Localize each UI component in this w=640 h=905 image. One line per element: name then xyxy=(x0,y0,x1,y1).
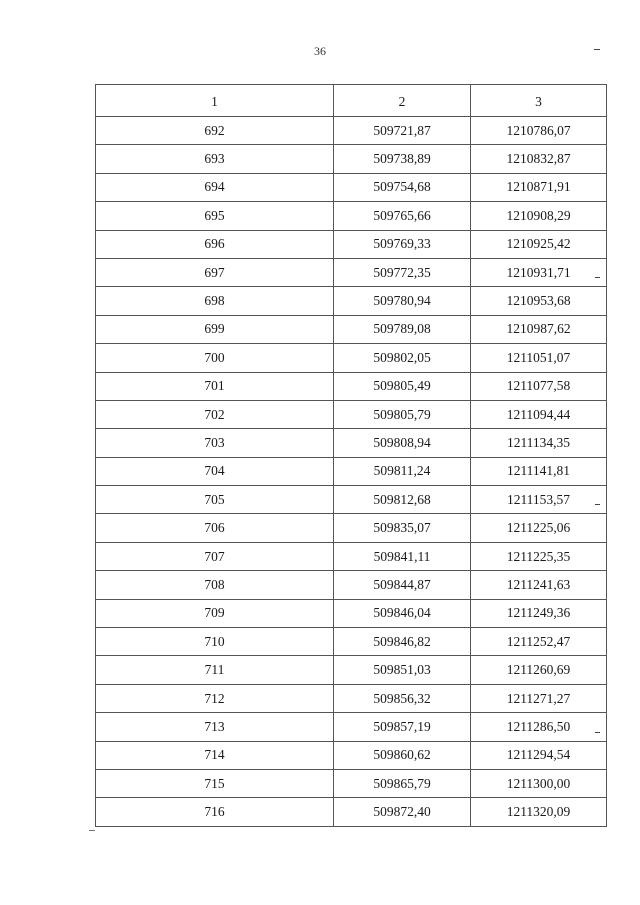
point-number-cell xyxy=(96,173,334,201)
point-number-cell xyxy=(96,400,334,428)
table-row xyxy=(96,713,607,741)
y-coordinate-cell xyxy=(471,429,607,457)
table-row xyxy=(96,202,607,230)
x-coordinate-cell xyxy=(334,684,471,712)
cell-value: 509812,68 xyxy=(373,491,431,507)
cell-value: 509841,11 xyxy=(373,548,431,564)
cell-value: 509865,79 xyxy=(373,775,431,791)
y-coordinate-cell xyxy=(471,656,607,684)
cell-value: 715 xyxy=(204,775,225,791)
table-row xyxy=(96,599,607,627)
cell-value: 716 xyxy=(204,804,225,820)
table-row xyxy=(96,400,607,428)
cell-value: 711 xyxy=(204,662,225,678)
y-coordinate-cell xyxy=(471,117,607,145)
scan-mark xyxy=(595,504,600,505)
point-number-cell xyxy=(96,798,334,826)
cell-value: 706 xyxy=(204,520,225,536)
point-number-cell xyxy=(96,315,334,343)
point-number-cell xyxy=(96,599,334,627)
cell-value: 710 xyxy=(204,633,225,649)
cell-value: 509765,66 xyxy=(373,207,431,223)
table-row xyxy=(96,457,607,485)
cell-value: 509802,05 xyxy=(373,349,431,365)
cell-value: 694 xyxy=(204,179,225,195)
x-coordinate-cell xyxy=(334,344,471,372)
table-row xyxy=(96,230,607,258)
point-number-cell xyxy=(96,429,334,457)
point-number-cell xyxy=(96,457,334,485)
y-coordinate-cell xyxy=(471,372,607,400)
cell-value: 1210987,62 xyxy=(506,321,571,337)
point-number-cell xyxy=(96,769,334,797)
cell-value: 1211094,44 xyxy=(506,406,571,422)
cell-value: 509857,19 xyxy=(373,718,431,734)
cell-value: 1211225,06 xyxy=(506,520,571,536)
cell-value: 1211271,27 xyxy=(506,690,571,706)
table-row xyxy=(96,628,607,656)
cell-value: 509738,89 xyxy=(373,151,431,167)
y-coordinate-cell xyxy=(471,769,607,797)
cell-value: 708 xyxy=(204,576,225,592)
y-coordinate-cell xyxy=(471,344,607,372)
y-coordinate-cell xyxy=(471,741,607,769)
scan-mark xyxy=(89,830,95,831)
cell-value: 696 xyxy=(204,236,225,252)
point-number-cell xyxy=(96,145,334,173)
point-number-cell xyxy=(96,684,334,712)
cell-value: 698 xyxy=(204,293,225,309)
table-row xyxy=(96,486,607,514)
point-number-cell xyxy=(96,542,334,570)
y-coordinate-cell xyxy=(471,315,607,343)
x-coordinate-cell xyxy=(334,798,471,826)
cell-value: 509754,68 xyxy=(373,179,431,195)
cell-value: 693 xyxy=(204,151,225,167)
y-coordinate-cell xyxy=(471,713,607,741)
x-coordinate-cell xyxy=(334,656,471,684)
cell-value: 509805,49 xyxy=(373,378,431,394)
cell-value: 1211260,69 xyxy=(506,662,571,678)
cell-value: 1211294,54 xyxy=(506,747,571,763)
cell-value: 713 xyxy=(204,718,225,734)
cell-value: 714 xyxy=(204,747,225,763)
cell-value: 704 xyxy=(204,463,225,479)
point-number-cell xyxy=(96,202,334,230)
point-number-cell xyxy=(96,230,334,258)
cell-value: 707 xyxy=(204,548,225,564)
point-number-cell xyxy=(96,287,334,315)
x-coordinate-cell xyxy=(334,429,471,457)
column-header-2: 2 xyxy=(334,85,471,117)
y-coordinate-cell xyxy=(471,684,607,712)
cell-value: 1211252,47 xyxy=(506,633,571,649)
x-coordinate-cell xyxy=(334,400,471,428)
cell-value: 509851,03 xyxy=(373,662,431,678)
cell-value: 703 xyxy=(204,434,225,450)
table-row xyxy=(96,117,607,145)
cell-value: 509846,82 xyxy=(373,633,431,649)
point-number-cell xyxy=(96,514,334,542)
table-header-row xyxy=(96,85,607,117)
y-coordinate-cell xyxy=(471,230,607,258)
cell-value: 509789,08 xyxy=(373,321,431,337)
y-coordinate-cell xyxy=(471,599,607,627)
point-number-cell xyxy=(96,656,334,684)
table-row xyxy=(96,741,607,769)
page-number: 36 xyxy=(314,44,326,58)
y-coordinate-cell xyxy=(471,258,607,286)
y-coordinate-cell xyxy=(471,287,607,315)
cell-value: 697 xyxy=(204,264,225,280)
y-coordinate-cell xyxy=(471,514,607,542)
table-row xyxy=(96,769,607,797)
x-coordinate-cell xyxy=(334,258,471,286)
table-row xyxy=(96,429,607,457)
x-coordinate-cell xyxy=(334,628,471,656)
x-coordinate-cell xyxy=(334,571,471,599)
cell-value: 1210953,68 xyxy=(506,293,571,309)
y-coordinate-cell xyxy=(471,798,607,826)
cell-value: 1211286,50 xyxy=(506,718,571,734)
cell-value: 1210832,87 xyxy=(506,151,571,167)
cell-value: 509860,62 xyxy=(373,747,431,763)
cell-value: 509811,24 xyxy=(373,463,431,479)
cell-value: 1210925,42 xyxy=(506,236,571,252)
table-row xyxy=(96,173,607,201)
cell-value: 1211241,63 xyxy=(506,576,571,592)
scan-mark xyxy=(594,49,600,50)
y-coordinate-cell xyxy=(471,202,607,230)
cell-value: 702 xyxy=(204,406,225,422)
cell-value: 701 xyxy=(204,378,225,394)
x-coordinate-cell xyxy=(334,173,471,201)
x-coordinate-cell xyxy=(334,117,471,145)
cell-value: 509856,32 xyxy=(373,690,431,706)
cell-value: 712 xyxy=(204,690,225,706)
table-row xyxy=(96,542,607,570)
table-row xyxy=(96,798,607,826)
y-coordinate-cell xyxy=(471,400,607,428)
y-coordinate-cell xyxy=(471,628,607,656)
scan-mark xyxy=(595,732,600,733)
y-coordinate-cell xyxy=(471,542,607,570)
point-number-cell xyxy=(96,117,334,145)
cell-value: 509780,94 xyxy=(373,293,431,309)
point-number-cell xyxy=(96,486,334,514)
table-row xyxy=(96,372,607,400)
coordinates-table xyxy=(95,84,607,827)
table-row xyxy=(96,656,607,684)
cell-value: 1211051,07 xyxy=(506,349,571,365)
table-row xyxy=(96,145,607,173)
point-number-cell xyxy=(96,571,334,599)
cell-value: 695 xyxy=(204,207,225,223)
cell-value: 509769,33 xyxy=(373,236,431,252)
cell-value: 509846,04 xyxy=(373,605,431,621)
cell-value: 1211300,00 xyxy=(506,775,571,791)
column-header-1: 1 xyxy=(96,85,334,117)
cell-value: 509835,07 xyxy=(373,520,431,536)
cell-value: 509805,79 xyxy=(373,406,431,422)
x-coordinate-cell xyxy=(334,486,471,514)
y-coordinate-cell xyxy=(471,145,607,173)
cell-value: 1211249,36 xyxy=(506,605,571,621)
point-number-cell xyxy=(96,372,334,400)
cell-value: 509872,40 xyxy=(373,804,431,820)
x-coordinate-cell xyxy=(334,145,471,173)
x-coordinate-cell xyxy=(334,741,471,769)
table-row xyxy=(96,684,607,712)
scan-mark xyxy=(595,277,600,278)
cell-value: 1211153,57 xyxy=(506,491,571,507)
cell-value: 692 xyxy=(204,122,225,138)
x-coordinate-cell xyxy=(334,599,471,627)
cell-value: 709 xyxy=(204,605,225,621)
table-row xyxy=(96,315,607,343)
cell-value: 1211320,09 xyxy=(506,804,571,820)
table-row xyxy=(96,344,607,372)
cell-value: 1210908,29 xyxy=(506,207,571,223)
x-coordinate-cell xyxy=(334,287,471,315)
cell-value: 509808,94 xyxy=(373,434,431,450)
column-header-3: 3 xyxy=(471,85,607,117)
x-coordinate-cell xyxy=(334,230,471,258)
cell-value: 509721,87 xyxy=(373,122,431,138)
cell-value: 700 xyxy=(204,349,225,365)
y-coordinate-cell xyxy=(471,173,607,201)
x-coordinate-cell xyxy=(334,542,471,570)
cell-value: 1210786,07 xyxy=(506,122,571,138)
point-number-cell xyxy=(96,713,334,741)
cell-value: 705 xyxy=(204,491,225,507)
cell-value: 509772,35 xyxy=(373,264,431,280)
cell-value: 699 xyxy=(204,321,225,337)
x-coordinate-cell xyxy=(334,457,471,485)
x-coordinate-cell xyxy=(334,769,471,797)
x-coordinate-cell xyxy=(334,713,471,741)
y-coordinate-cell xyxy=(471,486,607,514)
y-coordinate-cell xyxy=(471,457,607,485)
x-coordinate-cell xyxy=(334,315,471,343)
point-number-cell xyxy=(96,741,334,769)
cell-value: 1211225,35 xyxy=(506,548,571,564)
cell-value: 1210871,91 xyxy=(506,179,571,195)
cell-value: 509844,87 xyxy=(373,576,431,592)
table-row xyxy=(96,287,607,315)
point-number-cell xyxy=(96,344,334,372)
x-coordinate-cell xyxy=(334,372,471,400)
table-row xyxy=(96,514,607,542)
cell-value: 1211134,35 xyxy=(506,434,571,450)
table-row xyxy=(96,571,607,599)
cell-value: 1210931,71 xyxy=(506,264,571,280)
cell-value: 1211077,58 xyxy=(506,378,571,394)
point-number-cell xyxy=(96,628,334,656)
table-row xyxy=(96,258,607,286)
cell-value: 1211141,81 xyxy=(506,463,571,479)
x-coordinate-cell xyxy=(334,202,471,230)
x-coordinate-cell xyxy=(334,514,471,542)
point-number-cell xyxy=(96,258,334,286)
y-coordinate-cell xyxy=(471,571,607,599)
